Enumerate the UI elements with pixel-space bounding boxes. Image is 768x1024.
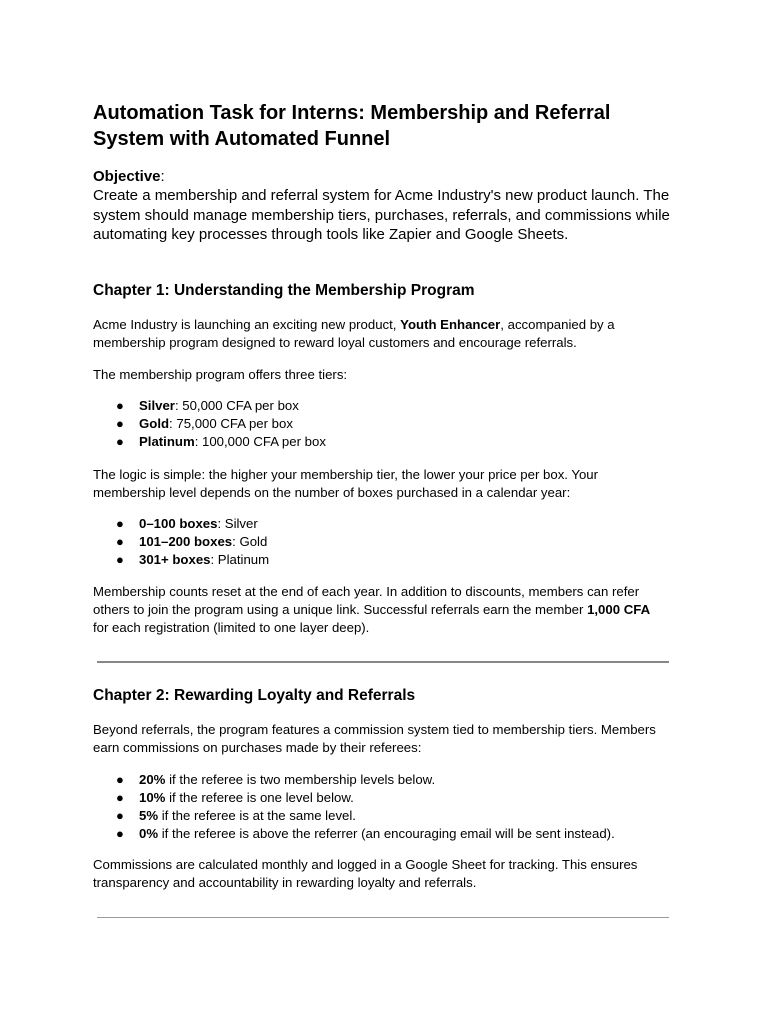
bullet-icon: ● [116, 516, 124, 531]
commission-detail: if the referee is at the same level. [158, 808, 356, 823]
level-range: 301+ boxes [139, 552, 211, 567]
tier-detail: : 75,000 CFA per box [169, 416, 293, 431]
document-title: Automation Task for Interns: Membership and Referral System with Automated Funnel [93, 102, 611, 150]
tiers-intro: The membership program offers three tiers: [93, 367, 348, 382]
commission-detail: if the referee is above the referrer (an encouraging email will be sent instead). [158, 826, 615, 841]
commissions-list [93, 771, 683, 843]
level-detail: : Silver [217, 516, 258, 531]
commission-rate: 5% [139, 808, 159, 823]
tiers-list [93, 397, 683, 451]
reset-pre: Membership counts reset at the end of each year. In addition to discounts, members can refer others to join the program using a unique link. Successful referrals earn the member [93, 584, 640, 617]
logic-paragraph: The logic is simple: the higher your membership tier, the lower your price per box. Your membership level depends on the number of boxes purchased in a calendar year: [93, 467, 599, 500]
list-item [93, 807, 683, 825]
level-detail: : Gold [232, 534, 268, 549]
bullet-icon: ● [116, 826, 124, 841]
level-range: 101–200 boxes [139, 534, 233, 549]
commission-rate: 10% [139, 790, 166, 805]
referral-amount: 1,000 CFA [587, 602, 651, 617]
tier-name: Platinum [139, 434, 195, 449]
level-range: 0–100 boxes [139, 516, 218, 531]
tier-detail: : 100,000 CFA per box [194, 434, 326, 449]
chapter-2-heading: Chapter 2: Rewarding Loyalty and Referrals [93, 687, 416, 704]
bullet-icon: ● [116, 808, 124, 823]
chapter-1-intro-pre: Acme Industry is launching an exciting new product, [93, 317, 401, 332]
tier-name: Gold [139, 416, 170, 431]
reset-post: for each registration (limited to one layer deep). [93, 620, 370, 635]
list-item [93, 397, 683, 415]
bullet-icon: ● [116, 790, 124, 805]
bullet-icon: ● [116, 534, 124, 549]
objective-text: Create a membership and referral system for Acme Industry's new product launch. The system should manage membership tiers, purchases, referrals, and commissions while automating key processes through tools like Zapier and Google Sheets. [93, 187, 670, 244]
list-item [93, 551, 683, 569]
list-item [93, 515, 683, 533]
chapter-1-intro [93, 316, 668, 352]
commission-rate: 20% [139, 772, 166, 787]
list-item [93, 825, 683, 843]
tier-detail: : 50,000 CFA per box [174, 398, 299, 413]
bullet-icon: ● [116, 398, 124, 413]
horizontal-divider [97, 917, 669, 918]
reset-paragraph [93, 583, 668, 637]
commission-detail: if the referee is one level below. [165, 790, 354, 805]
bullet-icon: ● [116, 416, 124, 431]
commission-detail: if the referee is two membership levels below. [165, 772, 436, 787]
list-item [93, 533, 683, 551]
chapter-2-intro: Beyond referrals, the program features a commission system tied to membership tiers. Members earn commissions on purchases made by their referees: [93, 722, 656, 755]
list-item [93, 771, 683, 789]
chapter-2-closing: Commissions are calculated monthly and logged in a Google Sheet for tracking. This ensures transparency and accountability in rewarding loyalty and referrals. [93, 857, 638, 890]
objective-section [93, 167, 683, 245]
levels-list [93, 515, 683, 569]
commission-rate: 0% [139, 826, 159, 841]
level-detail: : Platinum [210, 552, 270, 567]
list-item [93, 415, 683, 433]
product-name: Youth Enhancer [400, 317, 501, 332]
objective-label: Objective [93, 168, 161, 185]
chapter-1-heading: Chapter 1: Understanding the Membership Program [93, 282, 475, 299]
list-item [93, 789, 683, 807]
chapter-1-intro-post: , accompanied by a membership program designed to reward loyal customers and encourage referrals. [93, 317, 615, 350]
tier-name: Silver [139, 398, 175, 413]
objective-colon: : [160, 168, 165, 185]
list-item [93, 433, 683, 451]
bullet-icon: ● [116, 552, 124, 567]
horizontal-divider [97, 661, 669, 663]
bullet-icon: ● [116, 434, 124, 449]
bullet-icon: ● [116, 772, 124, 787]
